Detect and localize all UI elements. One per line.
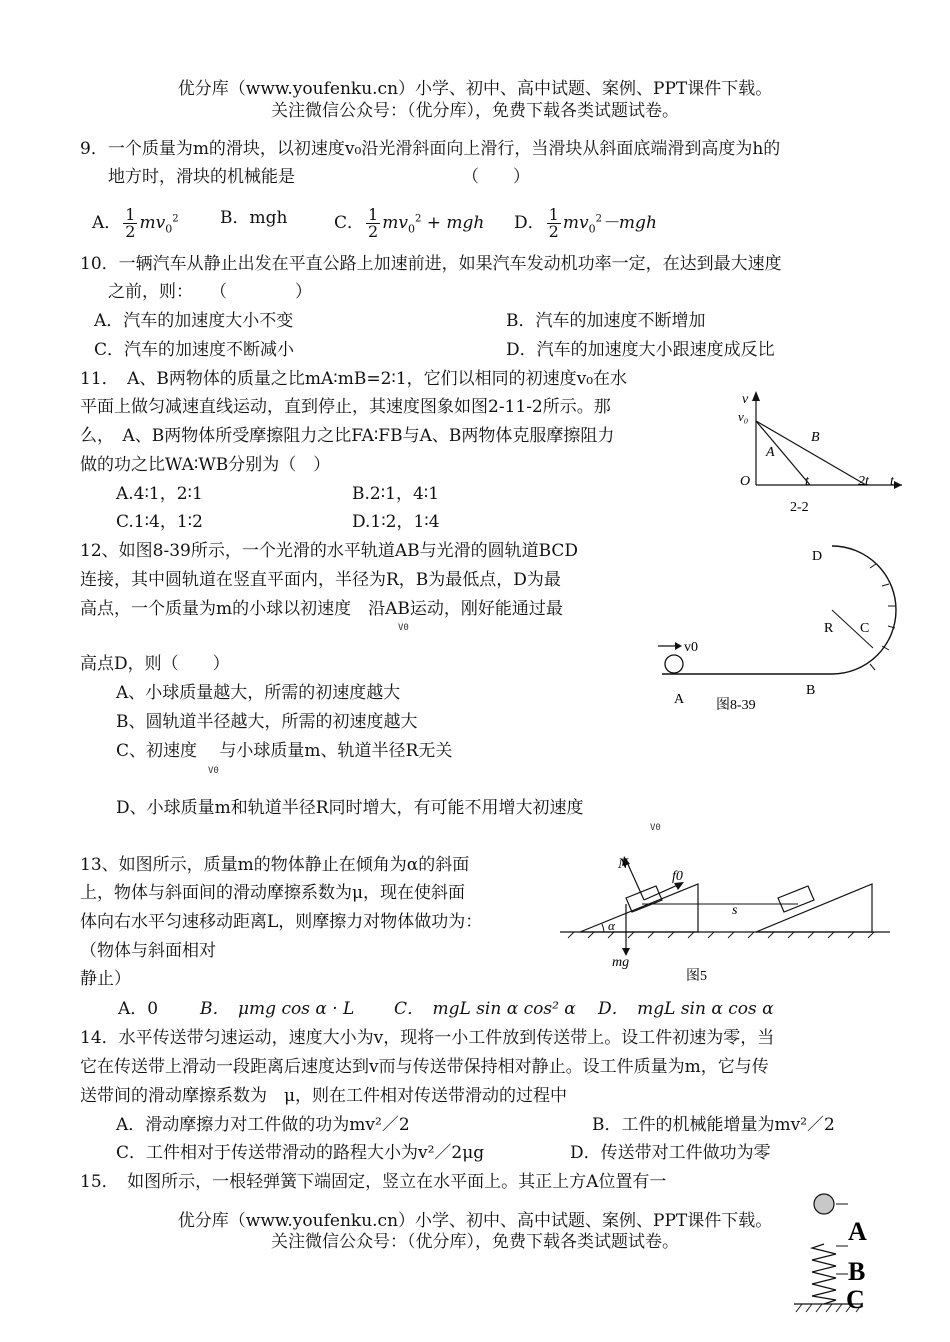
fraction-one-half: $\frac{1}{2}$ <box>548 205 559 241</box>
q12-option-a: A、小球质量越大，所需的初速度越大 <box>116 683 401 703</box>
q10-option-b: B．汽车的加速度不断增加 <box>506 311 706 331</box>
q13-line-2: 上，物体与斜面间的滑动摩擦系数为μ，现在使斜面 <box>80 883 466 903</box>
label-alpha: α <box>608 918 615 933</box>
q12-v0-small: V0 <box>398 623 409 633</box>
q12-line-4: 高点D，则（ ） <box>80 654 230 674</box>
footer-line-2: 关注微信公众号：（优分库），免费下载各类试题试卷。 <box>271 1232 679 1252</box>
label-b: B <box>811 430 820 445</box>
label-s: s <box>732 903 738 918</box>
q12-option-c-v0-small: V0 <box>208 766 219 776</box>
q13-option-a: A．0 <box>118 999 159 1019</box>
ball-icon <box>665 655 683 673</box>
q9-paren: （ ） <box>462 167 530 187</box>
q10-option-d: D．汽车的加速度大小跟速度成反比 <box>506 340 775 360</box>
q11-option-d: D.1∶2，1∶4 <box>352 512 440 532</box>
label-v0: v0 <box>684 640 698 655</box>
q11-line-2: 平面上做匀减速直线运动，直到停止，其速度图象如图2-11-2所示。那 <box>80 397 611 417</box>
q9-line-2: 地方时，滑块的机械能是 <box>108 167 295 187</box>
q10-line-1: 10．一辆汽车从静止出发在平直公路上加速前进，如果汽车发动机功率一定，在达到最大速度 <box>80 254 782 274</box>
q15-spring-figure <box>790 1188 890 1324</box>
label-t-axis: t <box>890 474 894 489</box>
q14-option-b: B．工件的机械能增量为mv²／2 <box>592 1115 835 1135</box>
footer-line-1: 优分库（www.youfenku.cn）小学、初中、高中试题、案例、PPT课件下载。 <box>177 1211 773 1231</box>
ball-icon <box>814 1194 834 1214</box>
q13-option-b: B． μmg cos α · L <box>200 999 355 1019</box>
q11-line-3: 么， A、B两物体所受摩擦阻力之比FA∶FB与A、B两物体克服摩擦阻力 <box>80 426 615 446</box>
q9-option-b: B．mgh <box>220 208 288 228</box>
q12-line-2: 连接，其中圆轨道在竖直平面内，半径为R，B为最低点，D为最 <box>80 570 561 590</box>
label-r: R <box>824 621 834 636</box>
angle-arc <box>602 924 604 932</box>
q12-option-b: B、圆轨道半径越大，所需的初速度越大 <box>116 712 418 732</box>
label-f0: f0 <box>672 869 683 884</box>
label-t: t <box>805 474 809 489</box>
t-axis-arrow-icon <box>894 481 902 489</box>
q13-option-c: C． mgL sin α cos² α <box>394 999 576 1019</box>
q12-option-c: C、初速度 与小球质量m、轨道半径R无关 <box>116 741 453 761</box>
label-b: B <box>848 1257 866 1286</box>
q11-option-a: A.4∶1，2∶1 <box>116 484 203 504</box>
q12-line-1: 12、如图8-39所示，一个光滑的水平轨道AB与光滑的圆轨道BCD <box>80 541 579 561</box>
label-d: D <box>812 549 823 564</box>
q11-line-1: 11． A、B两物体的质量之比mA∶mB=2∶1，它们以相同的初速度v₀在水 <box>80 369 628 389</box>
q14-line-2: 它在传送带上滑动一段距离后速度达到v而与传送带保持相对静止。设工件质量为m，它与传 <box>80 1057 769 1077</box>
header-line-2: 关注微信公众号：（优分库），免费下载各类试题试卷。 <box>271 101 679 121</box>
q12-option-d-v0-small: V0 <box>650 823 661 833</box>
header-line-1: 优分库（www.youfenku.cn）小学、初中、高中试题、案例、PPT课件下载。 <box>177 79 773 99</box>
friction-arrow <box>644 884 680 900</box>
label-a: A <box>848 1217 867 1246</box>
q13-incline-figure <box>560 848 900 988</box>
figure-caption: 图8-39 <box>716 698 756 713</box>
q9-option-c: C． $\frac{1}{2}$ $mv_0^2$ + mgh <box>334 205 485 241</box>
q12-line-3: 高点，一个质量为m的小球以初速度 沿AB运动，刚好能通过最 <box>80 599 563 619</box>
q10-option-a: A．汽车的加速度大小不变 <box>94 311 294 331</box>
label-a: A <box>766 445 775 460</box>
label-c: C <box>846 1285 865 1314</box>
q10-line-2: 之前，则： （ ） <box>108 282 312 302</box>
q12-circular-track-figure <box>652 540 882 720</box>
q14-option-d: D．传送带对工件做功为零 <box>570 1143 771 1163</box>
v-axis-arrow-icon <box>752 391 760 401</box>
q11-option-b: B.2∶1，4∶1 <box>352 484 440 504</box>
q12-option-d: D、小球质量m和轨道半径R同时增大，有可能不用增大初速度 <box>116 798 584 818</box>
circular-track <box>832 546 896 674</box>
track-hatching <box>870 564 895 670</box>
q9-option-d: D． $\frac{1}{2}$ $mv_0^2-mgh$ <box>514 205 657 241</box>
label-n: N <box>618 856 629 872</box>
q14-line-3: 送带间的滑动摩擦系数为 μ，则在工件相对传送带滑动的过程中 <box>80 1086 568 1106</box>
q9-option-a-label: A． <box>92 213 122 233</box>
figure-caption: 图5 <box>686 969 707 984</box>
velocity-arrow-head-icon <box>675 642 682 650</box>
q11-velocity-graph <box>730 385 910 520</box>
fraction-one-half: $\frac{1}{2}$ <box>125 205 136 241</box>
q15-line-1: 15． 如图所示，一根轻弹簧下端固定，竖立在水平面上。其正上方A位置有一 <box>80 1172 667 1192</box>
q9-line-1: 9．一个质量为m的滑块，以初速度v₀沿光滑斜面向上滑行，当滑块从斜面底端滑到高度为h的 <box>80 139 781 159</box>
line-a <box>756 421 810 485</box>
q11-option-c: C.1∶4，1∶2 <box>116 512 203 532</box>
q13-option-d: D． mgL sin α cos α <box>598 999 774 1019</box>
graph-caption: 2-2 <box>790 500 809 515</box>
q11-line-4: 做的功之比WA∶WB分别为（ ） <box>80 455 331 475</box>
q13-line-1: 13、如图所示，质量m的物体静止在倾角为α的斜面 <box>80 855 470 875</box>
incline-left <box>580 884 698 932</box>
label-origin: O <box>740 474 751 489</box>
label-b: B <box>806 683 816 698</box>
label-c: C <box>860 621 870 636</box>
q14-line-1: 14．水平传送带匀速运动，速度大小为v，现将一小工件放到传送带上。设工件初速为零，当 <box>80 1028 775 1048</box>
label-v0: v₀ <box>738 409 749 424</box>
incline-right <box>756 884 872 932</box>
q9-option-a: A． $\frac{1}{2}$ $mv_0^2$ <box>92 205 179 241</box>
q10-option-c: C．汽车的加速度不断减小 <box>94 340 295 360</box>
q13-line-5: 静止） <box>80 969 131 989</box>
label-2t: 2t <box>858 474 869 489</box>
label-a: A <box>674 692 685 707</box>
label-mg: mg <box>612 955 630 970</box>
spring-coil <box>812 1244 836 1304</box>
q14-option-c: C．工件相对于传送带滑动的路程大小为v²／2μg <box>116 1143 485 1163</box>
q13-line-4: （物体与斜面相对 <box>80 941 216 961</box>
fraction-one-half: $\frac{1}{2}$ <box>368 205 379 241</box>
q13-line-3: 体向右水平匀速移动距离L，则摩擦力对物体做功为： <box>80 912 483 932</box>
q14-option-a: A．滑动摩擦力对工件做的功为mv²／2 <box>116 1115 410 1135</box>
block-right <box>778 886 814 912</box>
label-v: v <box>742 392 749 407</box>
